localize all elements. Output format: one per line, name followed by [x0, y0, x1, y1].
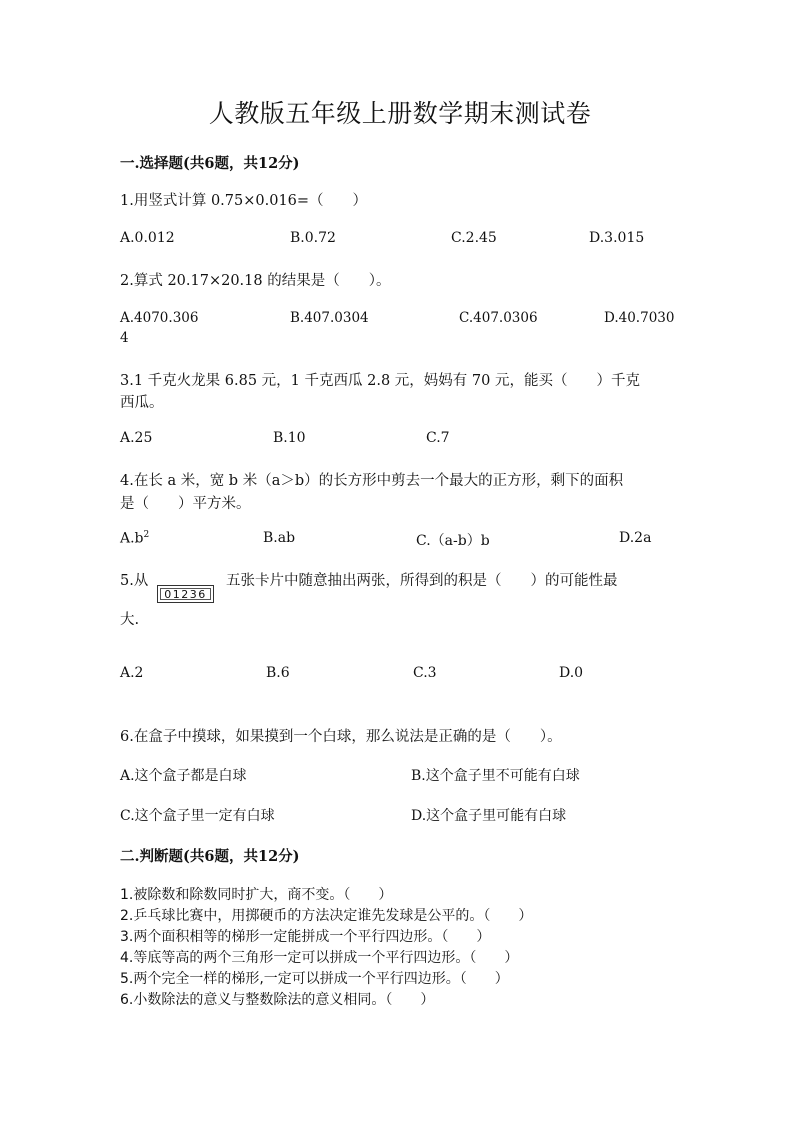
q2-option-b: B.407.0304: [290, 310, 369, 326]
number-cards-image: [157, 585, 214, 603]
q6-option-d: D.这个盒子里可能有白球: [411, 808, 567, 824]
q6-option-a: A.这个盒子都是白球: [120, 768, 247, 784]
q3-option-c: C.7: [426, 430, 450, 446]
q1-option-c: C.2.45: [451, 230, 497, 246]
q5-option-a: A.2: [120, 665, 144, 681]
q2-option-d: D.40.7030: [604, 310, 675, 326]
question-3-stem-line2: 西瓜。: [120, 395, 164, 411]
question-4-stem-line2: 是（ ）平方米。: [120, 496, 251, 512]
question-5-stem-prefix: 5.从: [120, 573, 149, 589]
q4-option-d: D.2a: [619, 530, 652, 546]
judge-item-2: 2.乒乓球比赛中，用掷硬币的方法决定谁先发球是公平的。（ ）: [120, 908, 533, 924]
judge-item-6: 6.小数除法的意义与整数除法的意义相同。（ ）: [120, 992, 435, 1008]
judge-item-4: 4.等底等高的两个三角形一定可以拼成一个平行四边形。（ ）: [120, 950, 519, 966]
question-5-stem-suffix: 五张卡片中随意抽出两张，所得到的积是（ ）的可能性最: [226, 573, 618, 589]
q6-option-c: C.这个盒子里一定有白球: [120, 808, 275, 824]
q4-option-a-text: A.b: [120, 530, 144, 547]
number-cards-text: 01236: [160, 588, 211, 600]
q4-option-b: B.ab: [263, 530, 296, 546]
q6-option-b: B.这个盒子里不可能有白球: [411, 768, 580, 784]
q3-option-b: B.10: [273, 430, 306, 446]
q5-option-b: B.6: [266, 665, 290, 681]
judge-item-1: 1.被除数和除数同时扩大，商不变。（ ）: [120, 887, 393, 903]
q4-option-a: [120, 530, 149, 547]
question-2-stem: 2.算式 20.17×20.18 的结果是（ ）。: [120, 273, 391, 289]
q5-option-c: C.3: [413, 665, 437, 681]
q2-option-d-overflow: 4: [120, 330, 129, 346]
judge-item-5: 5.两个完全一样的梯形,一定可以拼成一个平行四边形。（ ）: [120, 971, 509, 987]
q4-option-a-superscript: 2: [143, 530, 150, 540]
question-6-stem: 6.在盒子中摸球，如果摸到一个白球，那么说法是正确的是（ ）。: [120, 729, 562, 745]
question-4-stem-line1: 4.在长 a 米，宽 b 米（a＞b）的长方形中剪去一个最大的正方形，剩下的面积: [120, 473, 624, 489]
section-heading-judgement: 二.判断题(共6题，共12分): [120, 848, 300, 865]
question-1-stem: 1.用竖式计算 0.75×0.016=（ ）: [120, 193, 368, 209]
page-title: 人教版五年级上册数学期末测试卷: [208, 99, 592, 128]
question-3-stem-line1: 3.1 千克火龙果 6.85 元，1 千克西瓜 2.8 元，妈妈有 70 元，能买（ ）千克: [120, 373, 640, 389]
q3-option-a: A.25: [120, 430, 153, 446]
q1-option-b: B.0.72: [290, 230, 336, 246]
question-5-stem-line2: 大.: [120, 612, 140, 628]
section-heading-choice: 一.选择题(共6题，共12分): [120, 155, 300, 172]
q1-option-d: D.3.015: [589, 230, 645, 246]
q1-option-a: A.0.012: [120, 230, 175, 246]
judge-item-3: 3.两个面积相等的梯形一定能拼成一个平行四边形。（ ）: [120, 929, 491, 945]
q4-option-c: C.（a-b）b: [416, 533, 490, 549]
q2-option-a: A.4070.306: [120, 310, 199, 326]
q5-option-d: D.0: [559, 665, 584, 681]
q2-option-c: C.407.0306: [459, 310, 538, 326]
